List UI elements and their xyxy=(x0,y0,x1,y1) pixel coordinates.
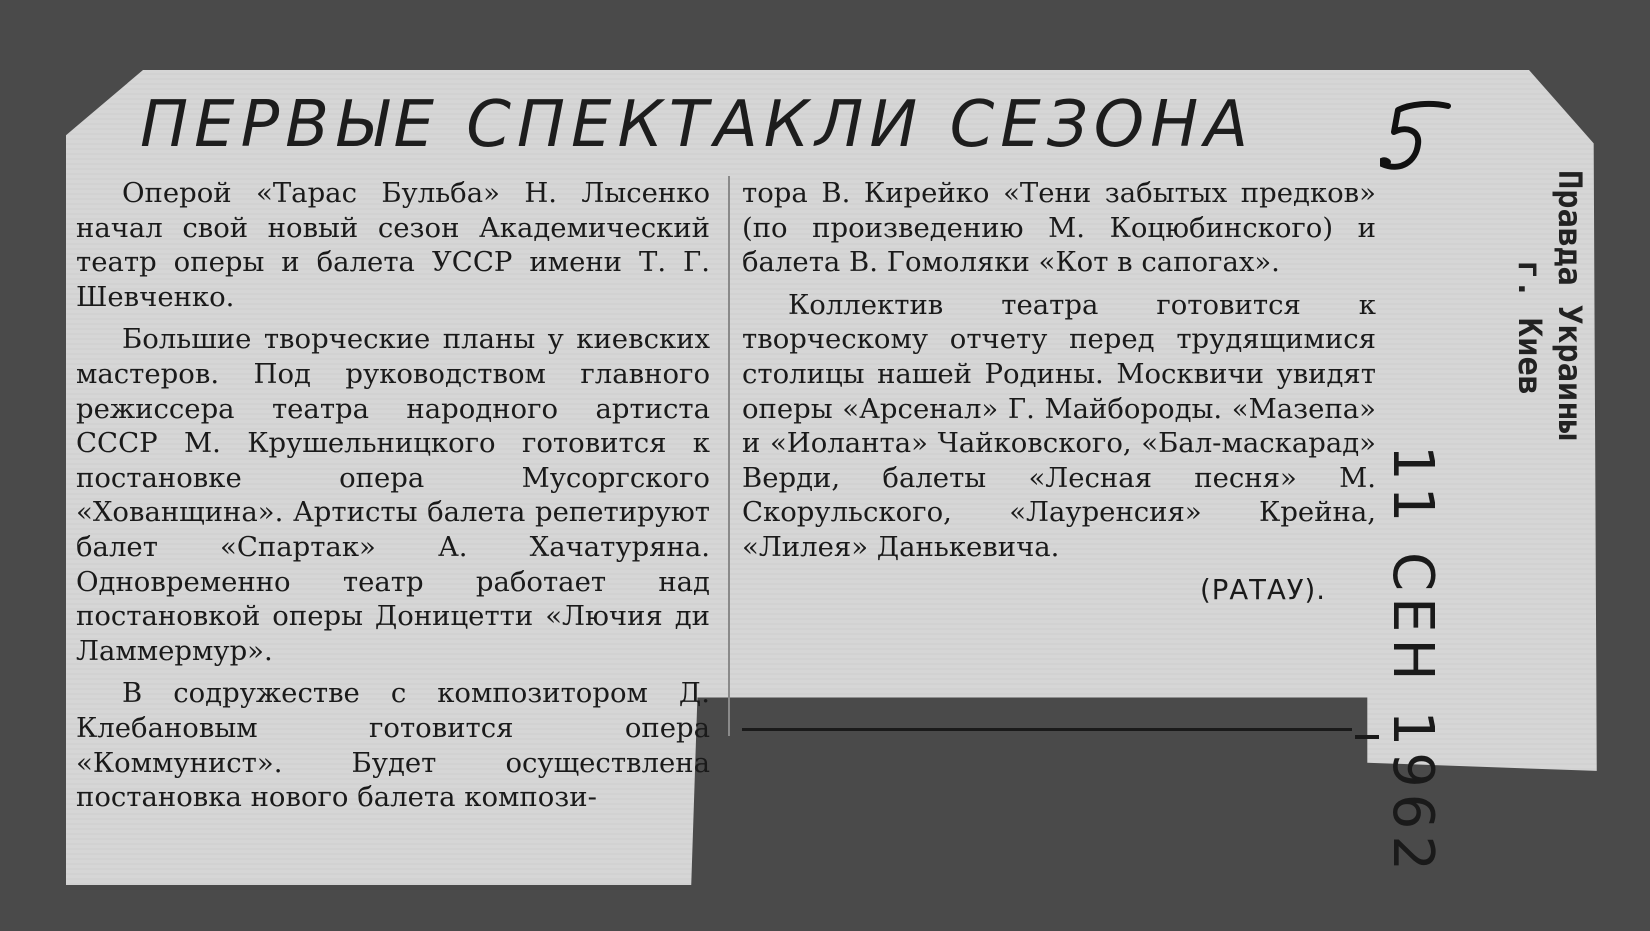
paragraph: Коллектив театра готовится к творческому отчету перед трудящимися столицы нашей Родины. Москвичи увидят оперы «Арсенал» Г. Майбороды. «Мазепа» и «Иоланта» Чайковского, «Бал-маскарад» Верди, балеты «Лесная песня» М. Скорульского, «Лауренсия» Крейна, «Лилея» Данькевича. xyxy=(742,288,1376,563)
paragraph: Оперой «Тарас Бульба» Н. Лысенко начал свой новый сезон Академический театр оперы и балета УССР имени Т. Г. Шевченко. xyxy=(76,177,710,313)
column-divider xyxy=(728,176,730,736)
paragraph: В содружестве с композитором Д. Клебановым готовится опера «Коммунист». Будет осуществлена постановка нового балета компози- xyxy=(76,677,710,814)
handwritten-mark-icon xyxy=(1380,100,1460,190)
stamp-city: г. Киев xyxy=(1511,260,1549,395)
article-headline: ПЕРВЫЕ СПЕКТАКЛИ СЕЗОНА xyxy=(140,88,1254,162)
article-column-right xyxy=(742,176,1376,607)
stamp-newspaper-name: Правда Украины xyxy=(1551,170,1589,440)
stamp-date-text: 11 СЕН 1962 xyxy=(1380,445,1445,877)
paragraph: Большие творческие планы у киевских мастеров. Под руководством главного режиссера театра народного артиста СССР М. Крушельницкого готовится к постановке опера Мусоргского «Хованщина». Артисты балета репетируют балет «Спартак» А. Хачатуряна. Одновременно театр работает над постановкой оперы Доницетти «Лючия ди Ламмермур». xyxy=(76,323,710,667)
article-column-left xyxy=(76,176,710,823)
agency-byline: (РАТАУ). xyxy=(1200,573,1326,606)
paragraph-continuation: тора В. Кирейко «Тени забытых предков» (по произведению М. Коцюбинского) и балета В. Гомоляки «Кот в сапогах». xyxy=(742,177,1376,279)
edge-mark xyxy=(1355,735,1379,739)
article-end-rule xyxy=(742,728,1352,731)
byline-row xyxy=(742,573,1376,608)
